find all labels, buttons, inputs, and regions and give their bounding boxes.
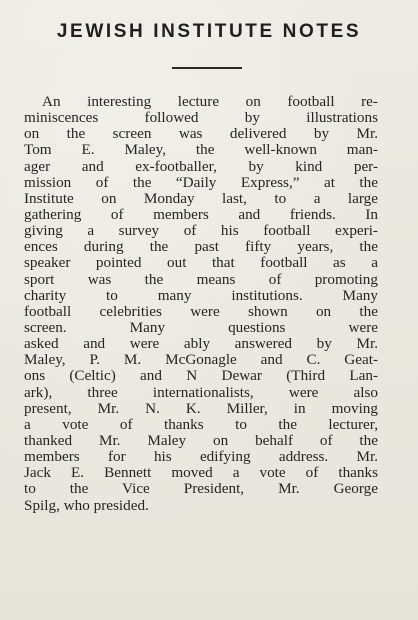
article-line: to the Vice President, Mr. George	[24, 480, 378, 498]
article-headline: JEWISH INSTITUTE NOTES	[56, 21, 362, 42]
article-line: Spilg, who presided.	[24, 496, 149, 514]
article-line: miniscences followed by illustrations	[24, 109, 378, 127]
article-line: mission of the “Daily Express,” at the	[24, 173, 378, 191]
article-line: ager and ex-footballer, by kind per-	[24, 157, 378, 175]
article-line: thanked Mr. Maley on behalf of the	[24, 431, 378, 449]
article-line: ons (Celtic) and N Dewar (Third Lan-	[24, 367, 378, 385]
article-line: giving a survey of his football experi-	[24, 222, 378, 240]
article-line: gathering of members and friends. In	[24, 205, 378, 223]
article-line: a vote of thanks to the lecturer,	[24, 415, 378, 433]
article-line: on the screen was delivered by Mr.	[24, 125, 378, 143]
article-line: speaker pointed out that football as a	[24, 254, 378, 272]
headline-divider	[172, 67, 242, 69]
article-line: screen. Many questions were	[24, 318, 378, 336]
article-line: football celebrities were shown on the	[24, 302, 378, 320]
article-line: charity to many institutions. Many	[24, 286, 378, 304]
article-body	[24, 94, 378, 514]
article-line: Jack E. Bennett moved a vote of thanks	[24, 464, 378, 482]
article-line: sport was the means of promoting	[24, 270, 378, 288]
article-line: members for his edifying address. Mr.	[24, 448, 378, 466]
article-line: An interesting lecture on football re-	[42, 93, 378, 110]
article-line: Institute on Monday last, to a large	[24, 189, 378, 207]
article-line: ences during the past fifty years, the	[24, 238, 378, 256]
article-line: Tom E. Maley, the well-known man-	[24, 141, 378, 159]
article-line: present, Mr. N. K. Miller, in moving	[24, 399, 378, 417]
article-line: Maley, P. M. McGonagle and C. Geat-	[24, 351, 378, 369]
article-line: asked and were ably answered by Mr.	[24, 335, 378, 353]
article-line: ark), three internationalists, were also	[24, 383, 378, 401]
